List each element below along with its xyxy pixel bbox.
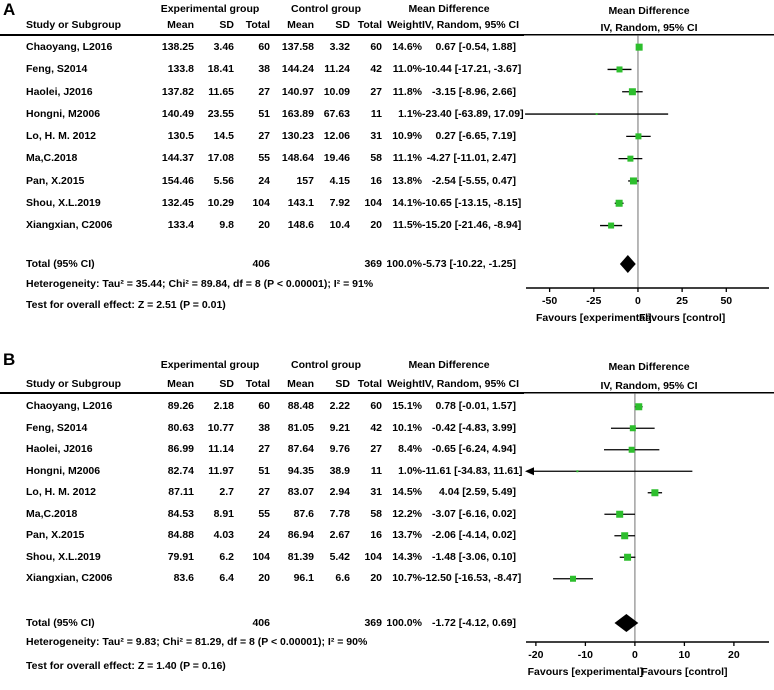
exp-total-value: 51 bbox=[258, 107, 270, 120]
exp-mean-value: 130.5 bbox=[167, 130, 194, 143]
exp-mean-value: 89.26 bbox=[167, 400, 194, 412]
effect-marker bbox=[635, 133, 641, 139]
heterogeneity-note: Heterogeneity: Tau² = 35.44; Chi² = 89.84, df = 8 (P < 0.00001); I² = 91% bbox=[26, 278, 374, 290]
study-row bbox=[0, 547, 516, 569]
ctl-sd-value: 10.09 bbox=[323, 85, 350, 98]
ctl-sd-value: 38.9 bbox=[329, 464, 350, 477]
ctl-mean-col-header: Mean bbox=[287, 19, 314, 31]
tick-label: 50 bbox=[720, 295, 733, 307]
weight-value: 12.2% bbox=[392, 507, 422, 520]
weight-value: 13.7% bbox=[392, 529, 422, 541]
ctl-total-value: 42 bbox=[370, 63, 382, 76]
ctl-total-value: 104 bbox=[364, 197, 382, 210]
header-underline bbox=[0, 392, 524, 394]
tick-label: 10 bbox=[678, 649, 691, 661]
ctl-sd-col-header: SD bbox=[335, 19, 350, 31]
study-row bbox=[0, 58, 522, 80]
weight-value: 13.8% bbox=[392, 174, 422, 187]
study-row bbox=[0, 396, 516, 418]
exp-total-value: 20 bbox=[258, 219, 270, 232]
exp-sd-col-header: SD bbox=[219, 19, 234, 31]
study-label: Ma,C.2018 bbox=[26, 507, 78, 520]
tick-label: 0 bbox=[635, 295, 641, 307]
study-row bbox=[0, 482, 516, 504]
ctl-mean-value: 81.05 bbox=[287, 421, 314, 434]
ctl-mean-value: 130.23 bbox=[281, 130, 314, 143]
weight-value: 11.8% bbox=[392, 85, 422, 98]
ctl-sd-value: 2.94 bbox=[329, 486, 350, 498]
exp-mean-value: 132.45 bbox=[161, 197, 194, 210]
effect-marker bbox=[651, 489, 658, 496]
study-row bbox=[0, 525, 516, 547]
exp-sd-value: 9.8 bbox=[219, 219, 234, 232]
exp-mean-value: 79.91 bbox=[167, 550, 194, 563]
ctl-mean-value: 96.1 bbox=[293, 572, 314, 584]
exp-mean-value: 87.11 bbox=[168, 486, 194, 498]
study-row bbox=[0, 147, 516, 169]
effect-estimate: -12.50 [-16.53, -8.47] bbox=[422, 572, 522, 584]
effect-col-header: IV, Random, 95% CI bbox=[422, 19, 520, 31]
ctl-mean-value: 148.64 bbox=[281, 152, 314, 165]
exp-total-value: 20 bbox=[258, 572, 270, 584]
exp-mean-value: 138.25 bbox=[161, 41, 194, 53]
effect-marker bbox=[608, 223, 614, 229]
study-row bbox=[0, 81, 516, 103]
exp-total-value: 38 bbox=[258, 421, 270, 434]
exp-total-value: 27 bbox=[258, 85, 270, 98]
exp-sd-value: 11.14 bbox=[208, 443, 234, 455]
effect-marker bbox=[621, 532, 628, 539]
ctl-sd-col-header: SD bbox=[335, 378, 350, 390]
exp-mean-value: 83.6 bbox=[173, 572, 194, 584]
study-label: Chaoyang, L2016 bbox=[26, 400, 113, 412]
study-row bbox=[0, 504, 516, 526]
exp-sd-value: 6.4 bbox=[219, 572, 234, 584]
group-header-row bbox=[0, 3, 516, 15]
study-row bbox=[0, 214, 522, 236]
pooled-diamond bbox=[620, 255, 636, 273]
exp-total-value: 104 bbox=[252, 550, 270, 563]
exp-total-value: 24 bbox=[258, 174, 270, 187]
exp-mean-col-header: Mean bbox=[167, 19, 194, 31]
ctl-mean-value: 83.07 bbox=[287, 486, 314, 498]
study-label: Chaoyang, L2016 bbox=[26, 41, 113, 53]
tick-label: 25 bbox=[676, 295, 688, 307]
study-label: Xiangxian, C2006 bbox=[26, 572, 113, 584]
ctl-mean-value: 148.6 bbox=[287, 219, 314, 232]
exp-total-value: 51 bbox=[258, 464, 270, 477]
weight-col-header: Weight bbox=[387, 378, 422, 390]
exp-total-value: 27 bbox=[258, 443, 270, 455]
effect-marker bbox=[616, 200, 623, 207]
total-ctl-total: 369 bbox=[364, 258, 382, 270]
exp-sd-value: 8.91 bbox=[213, 507, 234, 520]
control-group-header: Control group bbox=[291, 3, 361, 15]
plot-title: Mean Difference bbox=[608, 5, 690, 17]
study-row bbox=[0, 439, 516, 461]
ctl-mean-value: 86.94 bbox=[287, 529, 314, 541]
effect-estimate: -10.65 [-13.15, -8.15] bbox=[422, 197, 522, 210]
weight-value: 11.1% bbox=[392, 152, 422, 165]
exp-mean-col-header: Mean bbox=[167, 378, 194, 390]
exp-total-value: 60 bbox=[258, 400, 270, 412]
ctl-sd-value: 9.76 bbox=[329, 443, 350, 455]
effect-marker bbox=[570, 576, 576, 582]
favours-right-label: Favours [control] bbox=[638, 312, 726, 324]
weight-value: 1.1% bbox=[398, 107, 422, 120]
ctl-sd-value: 4.15 bbox=[329, 174, 350, 187]
mean-difference-header: Mean Difference bbox=[408, 359, 490, 371]
exp-total-col-header: Total bbox=[245, 19, 270, 31]
effect-marker bbox=[616, 511, 623, 518]
study-row bbox=[0, 192, 522, 214]
tick-label: -20 bbox=[528, 649, 544, 661]
ctl-mean-value: 140.97 bbox=[281, 85, 314, 98]
total-effect: -5.73 [-10.22, -1.25] bbox=[422, 258, 516, 270]
effect-marker bbox=[636, 44, 643, 51]
study-row bbox=[0, 125, 516, 147]
weight-value: 10.7% bbox=[392, 572, 422, 584]
study-label: Haolei, J2016 bbox=[26, 85, 93, 98]
study-col-header: Study or Subgroup bbox=[26, 19, 122, 31]
ctl-total-col-header: Total bbox=[357, 378, 382, 390]
total-ctl-total: 369 bbox=[364, 617, 382, 629]
effect-marker bbox=[624, 554, 631, 561]
left-arrow-icon bbox=[525, 467, 534, 475]
effect-estimate: -11.61 [-34.83, 11.61] bbox=[422, 464, 523, 477]
exp-mean-value: 80.63 bbox=[167, 421, 194, 434]
weight-value: 11.5% bbox=[392, 219, 422, 232]
weight-value: 10.9% bbox=[392, 130, 422, 143]
ctl-sd-value: 2.67 bbox=[329, 529, 350, 541]
effect-estimate: 4.04 [2.59, 5.49] bbox=[438, 486, 516, 498]
effect-estimate: -2.06 [-4.14, 0.02] bbox=[431, 529, 516, 541]
study-row bbox=[0, 36, 516, 58]
ctl-total-value: 104 bbox=[364, 550, 382, 563]
exp-sd-value: 2.18 bbox=[213, 400, 234, 412]
plot-subtitle: IV, Random, 95% CI bbox=[600, 22, 698, 34]
study-label: Haolei, J2016 bbox=[26, 443, 93, 455]
study-rows bbox=[0, 36, 524, 237]
experimental-group-header: Experimental group bbox=[160, 359, 260, 371]
ctl-total-value: 27 bbox=[370, 85, 382, 98]
weight-value: 8.4% bbox=[398, 443, 422, 455]
ctl-mean-value: 81.39 bbox=[287, 550, 314, 563]
mean-difference-header: Mean Difference bbox=[408, 3, 490, 15]
effect-estimate: -15.20 [-21.46, -8.94] bbox=[422, 219, 522, 232]
panel-label-b: B bbox=[3, 350, 16, 369]
study-row bbox=[0, 170, 516, 192]
effect-estimate: -10.44 [-17.21, -3.67] bbox=[422, 63, 522, 76]
exp-mean-value: 140.49 bbox=[161, 107, 194, 120]
tick-label: -10 bbox=[577, 649, 593, 661]
forest-plot-graph bbox=[524, 348, 774, 690]
exp-total-value: 104 bbox=[252, 197, 270, 210]
exp-sd-value: 3.46 bbox=[213, 41, 234, 53]
ctl-total-value: 16 bbox=[370, 529, 382, 541]
favours-left-label: Favours [experimental] bbox=[536, 312, 652, 324]
effect-estimate: -0.65 [-6.24, 4.94] bbox=[431, 443, 516, 455]
ctl-sd-value: 2.22 bbox=[329, 400, 350, 412]
effect-estimate: 0.27 [-6.65, 7.19] bbox=[435, 130, 516, 143]
exp-sd-value: 23.55 bbox=[207, 107, 234, 120]
ctl-sd-value: 7.92 bbox=[329, 197, 350, 210]
ctl-total-value: 42 bbox=[370, 421, 382, 434]
ctl-total-col-header: Total bbox=[357, 19, 382, 31]
exp-sd-value: 6.2 bbox=[219, 550, 234, 563]
ctl-sd-value: 9.21 bbox=[329, 421, 350, 434]
heterogeneity-note: Heterogeneity: Tau² = 9.83; Chi² = 81.29, df = 8 (P < 0.00001); I² = 90% bbox=[26, 636, 368, 648]
exp-mean-value: 133.4 bbox=[167, 219, 194, 232]
effect-estimate: -3.15 [-8.96, 2.66] bbox=[431, 85, 516, 98]
ctl-total-value: 16 bbox=[370, 174, 382, 187]
exp-mean-value: 137.82 bbox=[161, 85, 194, 98]
ctl-mean-value: 87.6 bbox=[293, 507, 314, 520]
study-label: Lo, H. M. 2012 bbox=[26, 130, 97, 143]
column-header-row bbox=[0, 378, 520, 390]
total-weight: 100.0% bbox=[386, 617, 422, 629]
ctl-sd-value: 67.63 bbox=[323, 107, 350, 120]
exp-mean-value: 86.99 bbox=[167, 443, 194, 455]
effect-marker bbox=[617, 66, 623, 72]
exp-sd-value: 11.65 bbox=[208, 85, 234, 98]
weight-value: 10.1% bbox=[392, 421, 422, 434]
exp-total-value: 55 bbox=[258, 507, 270, 520]
group-header-row bbox=[0, 359, 516, 371]
exp-sd-value: 17.08 bbox=[207, 152, 234, 165]
study-label: Pan, X.2015 bbox=[26, 529, 85, 541]
effect-estimate: -23.40 [-63.89, 17.09] bbox=[422, 107, 524, 120]
effect-marker bbox=[576, 470, 578, 472]
effect-estimate: -0.42 [-4.83, 3.99] bbox=[431, 421, 516, 434]
exp-mean-value: 84.53 bbox=[167, 507, 194, 520]
exp-sd-col-header: SD bbox=[219, 378, 234, 390]
ctl-sd-value: 19.46 bbox=[323, 152, 350, 165]
effect-estimate: -3.07 [-6.16, 0.02] bbox=[431, 507, 516, 520]
forest-plot-graph bbox=[524, 0, 774, 348]
study-label: Feng, S2014 bbox=[26, 63, 88, 76]
exp-mean-value: 82.74 bbox=[167, 464, 194, 477]
tick-label: 0 bbox=[631, 649, 638, 661]
exp-sd-value: 10.29 bbox=[207, 197, 234, 210]
ctl-mean-value: 143.1 bbox=[287, 197, 314, 210]
exp-sd-value: 10.77 bbox=[207, 421, 234, 434]
exp-total-value: 55 bbox=[258, 152, 270, 165]
ctl-total-value: 11 bbox=[370, 464, 382, 477]
tick-label: -50 bbox=[542, 295, 558, 307]
ctl-total-value: 20 bbox=[370, 572, 382, 584]
study-col-header: Study or Subgroup bbox=[26, 378, 122, 390]
study-label: Lo, H. M. 2012 bbox=[26, 486, 97, 498]
weight-value: 14.1% bbox=[392, 197, 422, 210]
ctl-mean-value: 157 bbox=[296, 174, 314, 187]
study-label: Hongni, M2006 bbox=[26, 107, 101, 120]
weight-value: 11.0% bbox=[392, 63, 422, 76]
effect-estimate: -2.54 [-5.55, 0.47] bbox=[431, 174, 516, 187]
exp-total-col-header: Total bbox=[245, 378, 270, 390]
panel-label-a: A bbox=[3, 0, 16, 19]
exp-mean-value: 144.37 bbox=[161, 152, 194, 165]
ctl-sd-value: 12.06 bbox=[323, 130, 350, 143]
favours-right-label: Favours [control] bbox=[641, 666, 728, 678]
study-label: Feng, S2014 bbox=[26, 421, 88, 434]
effect-marker bbox=[627, 156, 633, 162]
experimental-group-header: Experimental group bbox=[160, 3, 260, 15]
tick-label: -25 bbox=[586, 295, 602, 307]
ctl-sd-value: 5.42 bbox=[329, 550, 350, 563]
ctl-total-value: 58 bbox=[370, 507, 382, 520]
ctl-mean-value: 163.89 bbox=[281, 107, 314, 120]
exp-total-value: 38 bbox=[258, 63, 270, 76]
exp-mean-value: 133.8 bbox=[167, 63, 194, 76]
effect-col-header: IV, Random, 95% CI bbox=[422, 378, 520, 390]
study-row bbox=[0, 461, 523, 483]
total-weight: 100.0% bbox=[386, 258, 422, 270]
ctl-total-value: 20 bbox=[370, 219, 382, 232]
ctl-sd-value: 3.32 bbox=[329, 41, 350, 53]
ctl-total-value: 31 bbox=[370, 130, 382, 143]
effect-estimate: 0.67 [-0.54, 1.88] bbox=[435, 41, 516, 53]
study-label: Xiangxian, C2006 bbox=[26, 219, 113, 232]
ctl-mean-value: 94.35 bbox=[287, 464, 314, 477]
exp-sd-value: 14.5 bbox=[213, 130, 234, 143]
study-label: Hongni, M2006 bbox=[26, 464, 101, 477]
exp-sd-value: 5.56 bbox=[213, 174, 234, 187]
ctl-total-value: 31 bbox=[370, 486, 382, 498]
total-label: Total (95% CI) bbox=[26, 258, 95, 270]
effect-marker bbox=[630, 425, 636, 431]
exp-mean-value: 154.46 bbox=[161, 174, 194, 187]
ctl-mean-value: 144.24 bbox=[281, 63, 314, 76]
total-effect: -1.72 [-4.12, 0.69] bbox=[431, 617, 516, 629]
effect-marker bbox=[629, 447, 635, 453]
exp-sd-value: 11.97 bbox=[208, 464, 234, 477]
total-row bbox=[0, 612, 516, 634]
study-label: Pan, X.2015 bbox=[26, 174, 85, 187]
total-exp-total: 406 bbox=[252, 617, 270, 629]
ctl-total-value: 27 bbox=[370, 443, 382, 455]
total-row bbox=[0, 253, 516, 275]
effect-estimate: -4.27 [-11.01, 2.47] bbox=[426, 152, 516, 165]
weight-col-header: Weight bbox=[387, 19, 422, 31]
ctl-sd-value: 10.4 bbox=[329, 219, 350, 232]
effect-marker bbox=[635, 403, 642, 410]
ctl-mean-value: 137.58 bbox=[281, 41, 314, 53]
study-label: Shou, X.L.2019 bbox=[26, 197, 101, 210]
exp-sd-value: 18.41 bbox=[207, 63, 234, 76]
ctl-sd-value: 6.6 bbox=[335, 572, 350, 584]
effect-estimate: 0.78 [-0.01, 1.57] bbox=[435, 400, 516, 412]
exp-sd-value: 2.7 bbox=[219, 486, 234, 498]
study-row bbox=[0, 418, 516, 440]
exp-mean-value: 84.88 bbox=[167, 529, 194, 541]
overall-effect-note: Test for overall effect: Z = 2.51 (P = 0.01) bbox=[26, 299, 226, 311]
study-label: Shou, X.L.2019 bbox=[26, 550, 101, 563]
ctl-sd-value: 11.24 bbox=[324, 63, 350, 76]
study-row bbox=[0, 103, 524, 125]
weight-value: 14.5% bbox=[392, 486, 422, 498]
exp-total-value: 24 bbox=[258, 529, 270, 541]
total-label: Total (95% CI) bbox=[26, 617, 95, 629]
effect-marker bbox=[596, 113, 598, 115]
total-exp-total: 406 bbox=[252, 258, 270, 270]
control-group-header: Control group bbox=[291, 359, 361, 371]
ctl-total-value: 60 bbox=[370, 41, 382, 53]
effect-marker bbox=[629, 88, 636, 95]
study-row bbox=[0, 568, 522, 590]
forest-plot-panel-b bbox=[0, 348, 774, 690]
weight-value: 14.6% bbox=[392, 41, 422, 53]
tick-label: 20 bbox=[728, 649, 740, 661]
favours-left-label: Favours [experimental] bbox=[527, 666, 644, 678]
ctl-total-value: 58 bbox=[370, 152, 382, 165]
ctl-total-value: 11 bbox=[370, 107, 382, 120]
exp-total-value: 27 bbox=[258, 486, 270, 498]
exp-total-value: 60 bbox=[258, 41, 270, 53]
exp-sd-value: 4.03 bbox=[213, 529, 234, 541]
study-rows bbox=[0, 396, 523, 590]
study-label: Ma,C.2018 bbox=[26, 152, 78, 165]
weight-value: 1.0% bbox=[398, 464, 422, 477]
plot-subtitle: IV, Random, 95% CI bbox=[600, 380, 698, 392]
ctl-sd-value: 7.78 bbox=[329, 507, 350, 520]
exp-total-value: 27 bbox=[258, 130, 270, 143]
ctl-mean-col-header: Mean bbox=[287, 378, 314, 390]
ctl-mean-value: 87.64 bbox=[287, 443, 314, 455]
ctl-total-value: 60 bbox=[370, 400, 382, 412]
effect-estimate: -1.48 [-3.06, 0.10] bbox=[431, 550, 516, 563]
ctl-mean-value: 88.48 bbox=[287, 400, 314, 412]
plot-title: Mean Difference bbox=[608, 361, 690, 373]
weight-value: 15.1% bbox=[392, 400, 422, 412]
column-header-row bbox=[0, 19, 520, 31]
effect-marker bbox=[630, 177, 637, 184]
weight-value: 14.3% bbox=[392, 550, 422, 563]
overall-effect-note: Test for overall effect: Z = 1.40 (P = 0.16) bbox=[26, 660, 226, 672]
